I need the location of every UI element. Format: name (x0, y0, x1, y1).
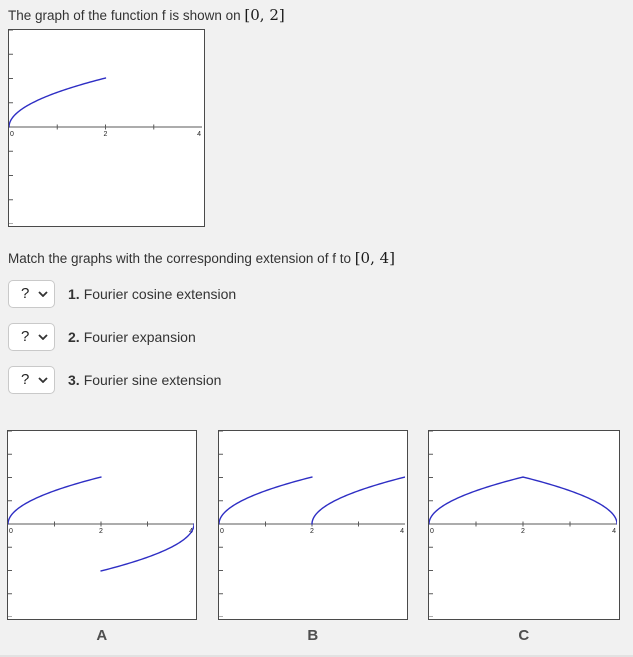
match-text-2: Fourier expansion (83, 329, 196, 345)
svg-text:0: 0 (10, 131, 14, 138)
svg-text:0: 0 (430, 528, 434, 535)
svg-text:4: 4 (400, 528, 404, 535)
match-row-3 (8, 366, 221, 394)
svg-text:2: 2 (310, 528, 314, 535)
match-label-3 (68, 372, 221, 388)
match-select-2-wrap (8, 323, 55, 351)
match-text-3: Fourier sine extension (83, 372, 222, 388)
match-number-2: 2. (68, 329, 80, 345)
svg-text:4: 4 (197, 131, 201, 138)
graph-label-a: A (96, 627, 108, 644)
interval-0-2: [0, 2] (244, 6, 285, 24)
svg-text:0: 0 (9, 528, 13, 535)
svg-text:4: 4 (612, 528, 616, 535)
svg-text:2: 2 (99, 528, 103, 535)
match-select-1-wrap (8, 280, 55, 308)
svg-text:2: 2 (521, 528, 525, 535)
graph-option-a (7, 430, 197, 620)
page-title-text: The graph of the function f is shown on (8, 8, 245, 23)
match-row-2 (8, 323, 196, 351)
match-select-1[interactable] (8, 280, 55, 308)
graph-label-c: C (518, 627, 530, 644)
match-prompt (8, 249, 395, 267)
graph-option-c (428, 430, 620, 620)
interval-0-4: [0, 4] (354, 249, 396, 267)
page-title (8, 6, 285, 24)
match-label-1 (68, 286, 236, 302)
svg-text:0: 0 (220, 528, 224, 535)
match-prompt-text: Match the graphs with the corresponding extension of f to (8, 251, 355, 266)
svg-text:4: 4 (189, 528, 193, 535)
match-number-3: 3. (68, 372, 80, 388)
graph-option-b (218, 430, 408, 620)
graph-label-b: B (307, 627, 319, 644)
match-label-2 (68, 329, 196, 345)
match-row-1 (8, 280, 236, 308)
match-number-1: 1. (68, 286, 80, 302)
match-select-3[interactable] (8, 366, 55, 394)
function-f-graph (8, 29, 205, 227)
match-select-2[interactable] (8, 323, 55, 351)
match-select-3-wrap (8, 366, 55, 394)
match-text-1: Fourier cosine extension (83, 286, 237, 302)
svg-text:2: 2 (103, 131, 108, 138)
